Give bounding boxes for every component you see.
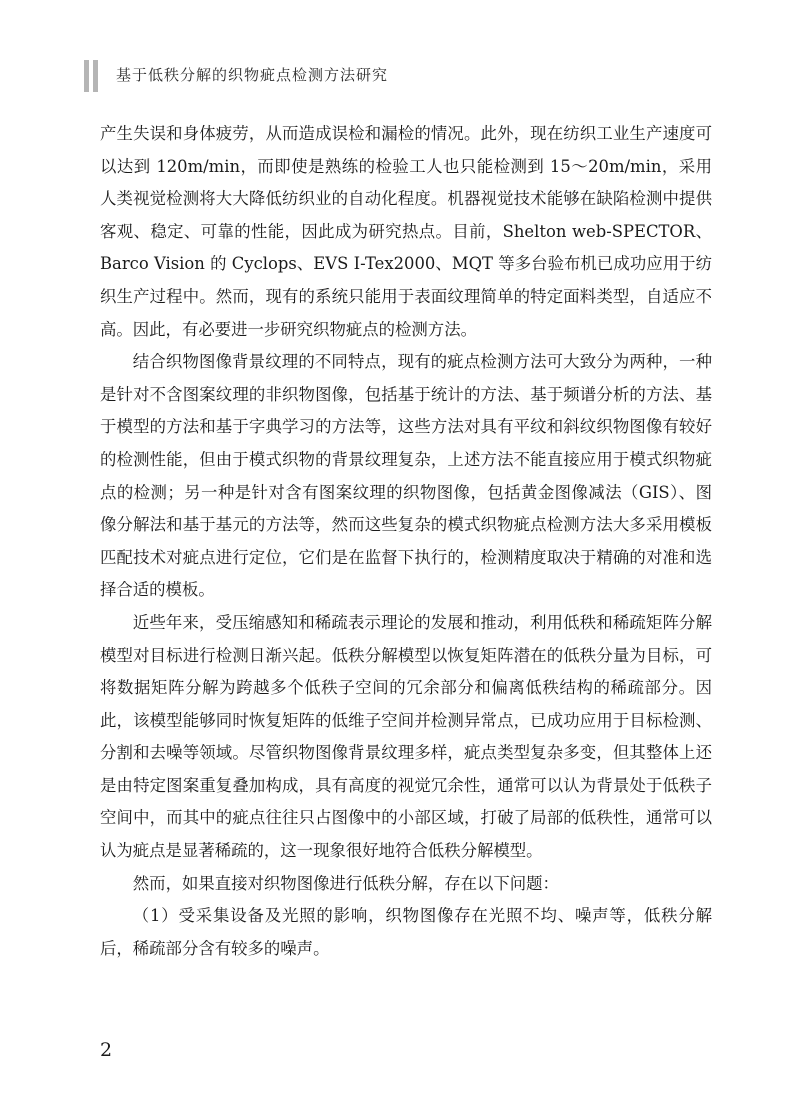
paragraph-continued: 产生失误和身体疲劳，从而造成误检和漏检的情况。此外，现在纺织工业生产速度可以达到 120m/min，而即使是熟练的检验工人也只能检测到 15～20m/min，采用人类视觉检测将大大降低纺织业的自动化程度。机器视觉技术能够在缺陷检测中提供客观、稳定、可靠的性能，因此成为研究热点。目前，Shelton web-SPECTOR、Barco Vision 的 Cyclops、EVS I-Tex2000、MQT 等多台验布机已成功应用于纺织生产过程中。然而，现有的系统只能用于表面纹理简单的特定面料类型，自适应不高。因此，有必要进一步研究织物疵点的检测方法。 [100, 124, 712, 339]
page-number: 2 [100, 1039, 113, 1061]
running-header [84, 58, 724, 94]
header-decoration [84, 60, 102, 92]
paragraph-problem-1: （1）受采集设备及光照的影响，织物图像存在光照不均、噪声等，低秩分解后，稀疏部分含有较多的噪声。 [100, 906, 712, 958]
header-bar [84, 60, 89, 92]
book-title: 基于低秩分解的织物疵点检测方法研究 [116, 66, 389, 84]
paragraph-defect-methods: 结合织物图像背景纹理的不同特点，现有的疵点检测方法可大致分为两种，一种是针对不含图案纹理的非织物图像，包括基于统计的方法、基于频谱分析的方法、基于模型的方法和基于字典学习的方法等，这些方法对具有平纹和斜纹织物图像有较好的检测性能，但由于模式织物的背景纹理复杂，上述方法不能直接应用于模式织物疵点的检测；另一种是针对含有图案纹理的织物图像，包括黄金图像减法（GIS）、图像分解法和基于基元的方法等，然而这些复杂的模式织物疵点检测方法大多采用模板匹配技术对疵点进行定位，它们是在监督下执行的，检测精度取决于精确的对准和选择合适的模板。 [100, 352, 712, 600]
page-body [100, 118, 712, 965]
paragraph-problems-intro: 然而，如果直接对织物图像进行低秩分解，存在以下问题： [132, 873, 559, 893]
paragraph-low-rank: 近些年来，受压缩感知和稀疏表示理论的发展和推动，利用低秩和稀疏矩阵分解模型对目标进行检测日渐兴起。低秩分解模型以恢复矩阵潜在的低秩分量为目标，可将数据矩阵分解为跨越多个低秩子空间的冗余部分和偏离低秩结构的稀疏部分。因此，该模型能够同时恢复矩阵的低维子空间并检测异常点，已成功应用于目标检测、分割和去噪等领域。尽管织物图像背景纹理多样，疵点类型复杂多变，但其整体上还是由特定图案重复叠加构成，具有高度的视觉冗余性，通常可以认为背景处于低秩子空间中，而其中的疵点往往只占图像中的小部区域，打破了局部的低秩性，通常可以认为疵点是显著稀疏的，这一现象很好地符合低秩分解模型。 [100, 612, 712, 861]
header-bar [93, 60, 98, 92]
